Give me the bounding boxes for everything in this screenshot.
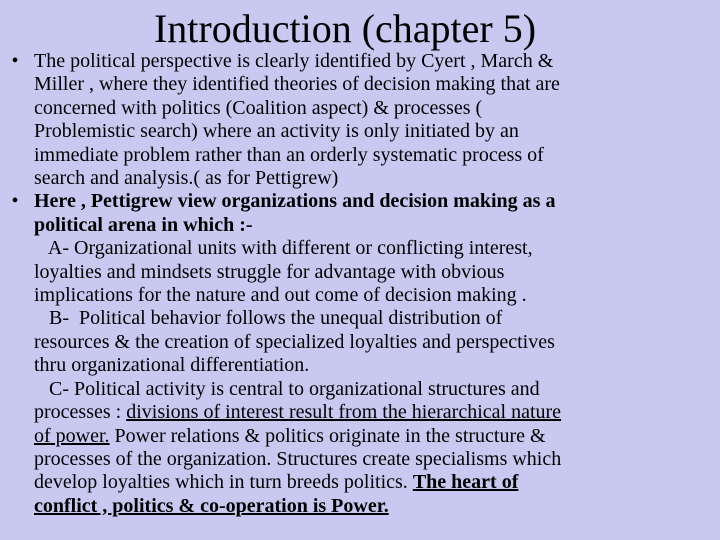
point-c-line-3 bbox=[34, 425, 718, 448]
bullet-1-line-1: The political perspective is clearly identified by Cyert , March & bbox=[34, 50, 554, 72]
point-c-line-4: processes of the organization. Structures create specialisms which bbox=[34, 447, 562, 470]
bullet-1-line-4: Problemistic search) where an activity is only initiated by an bbox=[34, 120, 519, 143]
bullet-1-line-3: concerned with politics (Coalition aspect) & processes ( bbox=[34, 96, 483, 119]
bullet-1-line-2: Miller , where they identified theories of decision making that are bbox=[34, 73, 560, 96]
bullet-marker: • bbox=[11, 190, 19, 213]
point-c-emphasis-start: The heart of bbox=[412, 471, 519, 494]
bullet-marker: • bbox=[11, 50, 19, 72]
point-c-underlined-phrase-end: of power. bbox=[34, 424, 110, 447]
point-a-line-2: loyalties and mindsets struggle for advantage with obvious bbox=[34, 260, 505, 283]
bullet-1-line-5: immediate problem rather than an orderly systematic process of bbox=[34, 143, 544, 166]
point-c-line-2 bbox=[34, 401, 718, 424]
bullet-2-heading-line-1: Here , Pettigrew view organizations and decision making as a bbox=[34, 190, 556, 213]
point-c-underlined-phrase: divisions of interest result from the hierarchical nature bbox=[126, 401, 562, 424]
point-c-line-2-text: processes : bbox=[34, 401, 127, 424]
bullet-1-line-6: search and analysis.( as for Pettigrew) bbox=[34, 167, 339, 190]
bullet-item-2 bbox=[6, 190, 718, 518]
point-c-line-5-text: develop loyalties which in turn breeds politics. bbox=[34, 471, 413, 494]
point-b-line-2: resources & the creation of specialized loyalties and perspectives bbox=[34, 330, 555, 353]
point-b-line-1: B- Political behavior follows the unequal distribution of bbox=[34, 307, 503, 330]
point-b-line-3: thru organizational differentiation. bbox=[34, 354, 310, 377]
point-a-line-3: implications for the nature and out come of decision making . bbox=[34, 284, 527, 307]
point-c-line-1: C- Political activity is central to organizational structures and bbox=[34, 377, 540, 400]
bullet-2-heading-line-2: political arena in which :- bbox=[34, 213, 253, 236]
slide-content bbox=[6, 50, 718, 518]
point-c-line-5 bbox=[34, 471, 718, 494]
point-c-emphasis-end: conflict , politics & co-operation is Power. bbox=[34, 494, 389, 517]
point-a-line-1: A- Organizational units with different or conflicting interest, bbox=[34, 237, 533, 260]
bullet-item-1 bbox=[6, 50, 718, 190]
slide-title: Introduction (chapter 5) bbox=[153, 6, 537, 51]
point-c-line-3-text: Power relations & politics originate in the structure & bbox=[109, 424, 546, 447]
